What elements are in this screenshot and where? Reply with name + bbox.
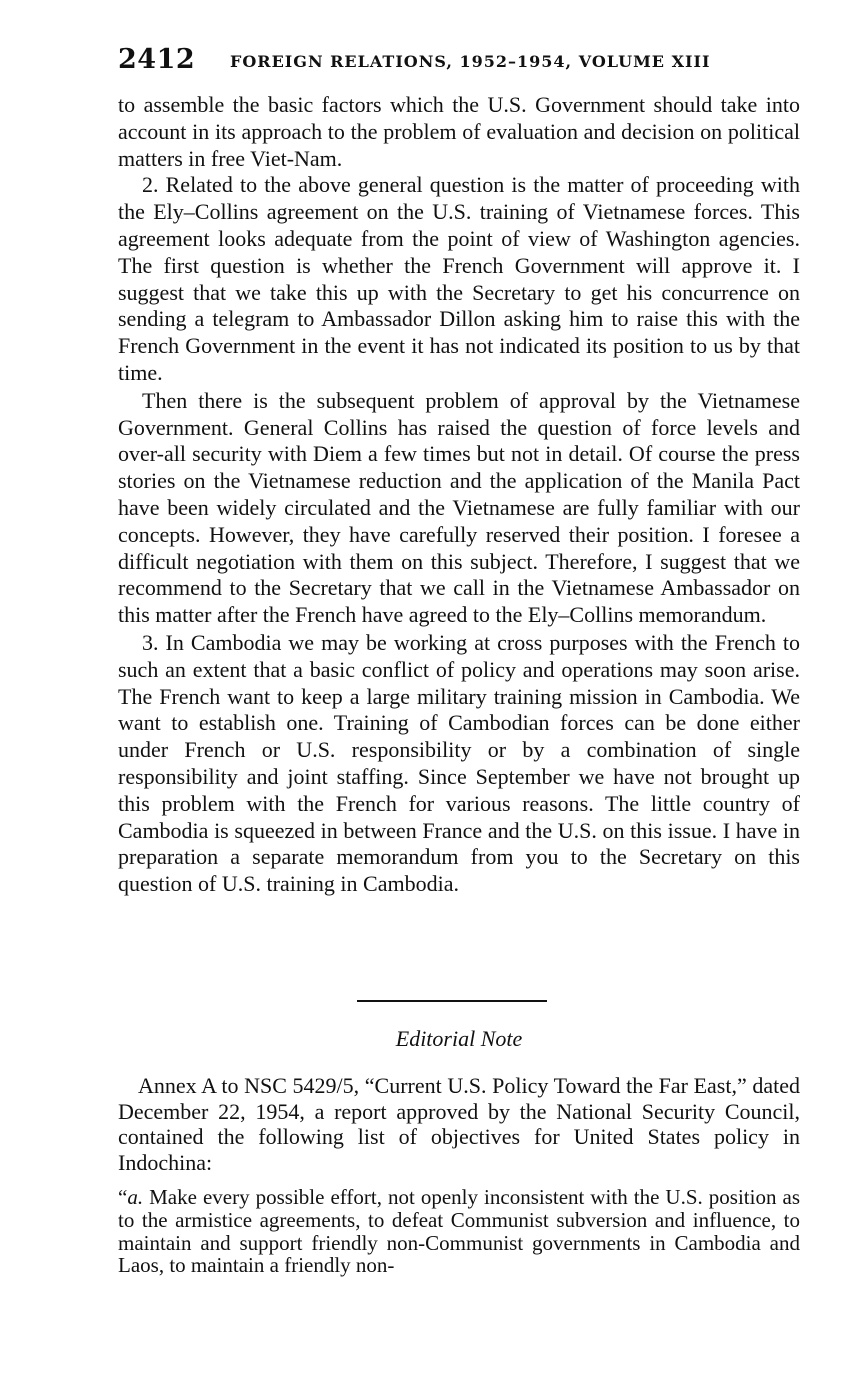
running-header [118, 44, 808, 78]
memo-body [118, 92, 800, 898]
memo-paragraph-2: 2. Related to the above general question is the matter of proceeding with the Ely–Collins agreement on the U.S. training of Vietnamese forces. This agreement looks adequate from the point of view of Washington agencies. The first question is whether the French Government will approve it. I suggest that we take this up with the Secretary to get his concurrence on sending a telegram to Ambassador Dillon asking him to raise this with the French Government in the event it has not indicated its position to us by that time. [118, 172, 800, 385]
editorial-note-heading: Editorial Note [395, 1026, 523, 1051]
editorial-note-paragraph: Annex A to NSC 5429/5, “Current U.S. Policy Toward the Far East,” dated December 22, 1954, a report approved by the National Security Council, contained the following list of objectives for United States policy in Indochina: [118, 1073, 800, 1175]
quoted-objectives [118, 1186, 800, 1277]
quoted-objective-a [118, 1186, 800, 1277]
page-number: 2412 [118, 44, 196, 75]
running-title: FOREIGN RELATIONS, 1952–1954, VOLUME XIII [230, 52, 711, 71]
memo-paragraph-intro-continued: to assemble the basic factors which the U.S. Government should take into account in its approach to the problem of evaluation and decision on political matters in free Viet-Nam. [118, 92, 800, 171]
section-divider [357, 1000, 547, 1002]
memo-paragraph-2b: Then there is the subsequent problem of approval by the Vietnamese Government. General Collins has raised the question of force levels and over-all security with Diem a few times but not in detail. Of course the press stories on the Vietnamese reduction and the application of the Manila Pact have been widely circulated and the Vietnamese are fully familiar with our concepts. However, they have carefully reserved their position. I foresee a difficult negotiation with them on this subject. Therefore, I suggest that we recommend to the Secretary that we call in the Vietnamese Ambassador on this matter after the French have agreed to the Ely–Collins memorandum. [118, 387, 800, 628]
objective-letter: a. [127, 1185, 144, 1209]
memo-paragraph-3: 3. In Cambodia we may be working at cross purposes with the French to such an extent that a basic conflict of policy and operations may soon arise. The French want to keep a large military training mission in Cambodia. We want to establish one. Training of Cambodian forces can be done either under French or U.S. responsibility or by a combination of single responsibility and joint staffing. Since September we have not brought up this problem with the French for various reasons. The little country of Cambodia is squeezed in between France and the U.S. on this issue. I have in preparation a separate memorandum from you to the Secretary on this question of U.S. training in Cambodia. [118, 629, 800, 897]
editorial-note-body [118, 1073, 800, 1175]
quote-open-mark: “ [118, 1185, 128, 1209]
objective-text: Make every possible effort, not openly inconsistent with the U.S. position as to the armistice agreements, to defeat Communist subversion and influence, to maintain and support friendly non-Communist governments in Cambodia and Laos, to maintain a friendly non- [118, 1185, 800, 1278]
